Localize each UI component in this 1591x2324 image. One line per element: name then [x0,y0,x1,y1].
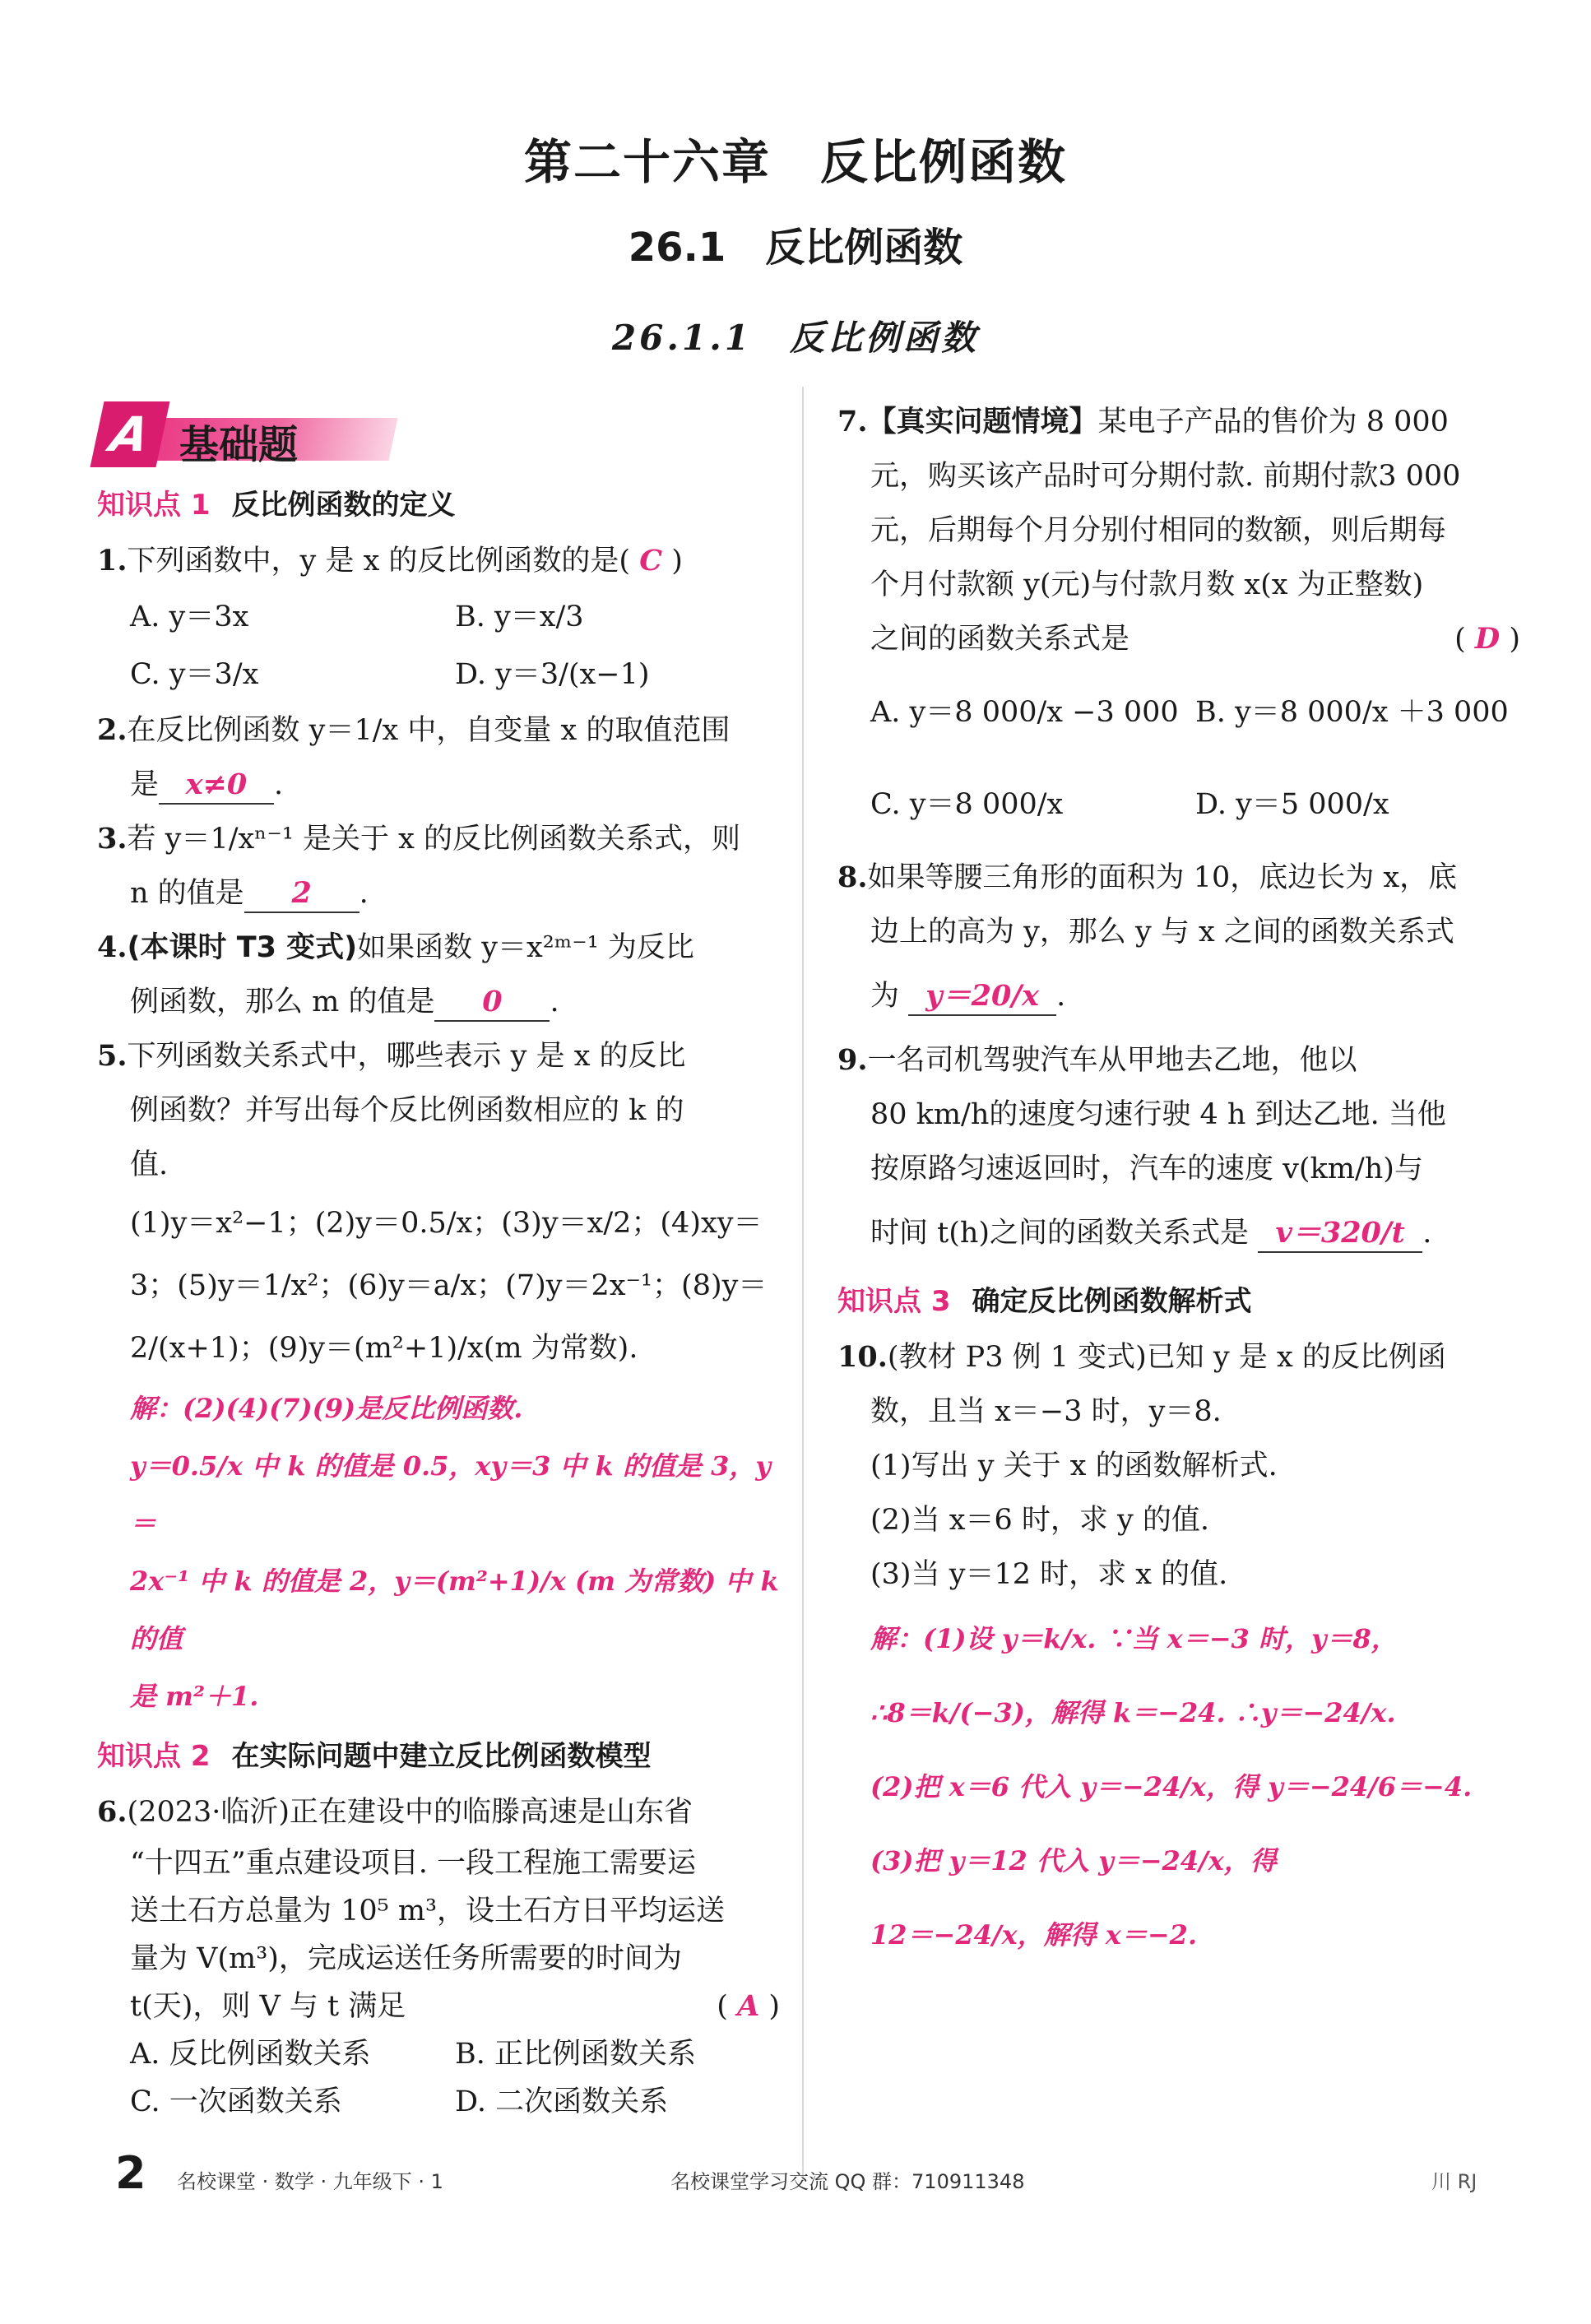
knowledge-point-3: 知识点 3 确定反比例函数解析式 [837,1285,1252,1318]
question-10: 10.(教材 P3 例 1 变式)已知 y 是 x 的反比例函 [837,1340,1446,1374]
question-5: 5.下列函数关系式中，哪些表示 y 是 x 的反比 [97,1039,686,1073]
question-4: 4.(本课时 T3 变式)如果函数 y＝x²ᵐ⁻¹ 为反比 [97,930,694,964]
edition-label: 川 RJ [1431,2170,1477,2193]
column-divider [802,387,804,2180]
question-7: 7.【真实问题情境】某电子产品的售价为 8 000 [837,405,1449,438]
answer-2: x≠0 [159,767,274,805]
qq-group: 名校课堂学习交流 QQ 群：710911348 [670,2170,1025,2193]
knowledge-point-1: 知识点 1 反比例函数的定义 [97,489,456,522]
question-9: 9.一名司机驾驶汽车从甲地去乙地，他以 [837,1043,1357,1077]
left-column: A 基础题 知识点 1 反比例函数的定义 1.下列函数中，y 是 x 的反比例函数的是( C ) A. y＝3x B. y＝x/3 C. y＝3/x D. y＝3/(x−1) 2.在反比例函数 y＝1/x 中，自变量 x 的取值范围 是 x≠0 . 3.若 y＝1/xⁿ⁻¹ 是关于 x 的反比例函数关系式，则 n 的值是 2 . 4.(本课时 T3 变式)如果函数 y＝x²ᵐ⁻¹ 为反比 例函数，那么 m 的值是 0 . 5.下列函数关系式中，哪些表示 y 是 x 的反比 例函数？并写出每个反比例函数相应的 k 的 值. (1)y＝x²−1；(2)y＝0.5/x；(3)y＝x/2；(4)xy＝ 3；(5)y＝1/x²；(6)y＝a/x；(7)y＝2x⁻¹；(8)y＝ 2/(x+1)；(9)y＝(m²+1)/x(m 为常数). 解：(2)(4)(7)(9)是反比例函数. y＝0.5/x 中 k 的值是 0.5，xy＝3 中 k 的值是 3，y＝ 2x⁻¹ 中 k 的值是 2，y＝(m²+1)/x (m 为常数) 中 k 的值 是 m²＋1. 知识点 2 在实际问题中建立反比例函数模型 6.(2023·临沂)正在建设中的临滕高速是山东省 “十四五”重点建设项目. 一段工程施工需要运 送土石方总量为 10⁵ m³，设土石方日平均运送 量为 V(m³)，完成运送任务所需要的时间为 t(天)，则 V 与 t 满足 ( A ) A. 反比例函数关系 B. 正比例函数关系 C. 一次函数关系 D. 二次函数关系 [97,395,780,2126]
options-6: A. 反比例函数关系 B. 正比例函数关系 C. 一次函数关系 D. 二次函数关系 [130,2038,696,2118]
right-column: 7.【真实问题情境】某电子产品的售价为 8 000 元，购买该产品时可分期付款. 前期付款3 000 元，后期每个月分别付相同的数额，则后期每 个月付款额 y(元)与付款月数 x(x 为正整数) 之间的函数关系式是 ( D ) A. y＝8 000/x −3 000 B. y＝8 000/x ＋3 000 C. y＝8 000/x D. y＝5 000/x 8.如果等腰三角形的面积为 10，底边长为 x，底 边上的高为 y，那么 y 与 x 之间的函数关系式 为 y＝20/x . 9.一名司机驾驶汽车从甲地去乙地，他以 80 km/h的速度匀速行驶 4 h 到达乙地. 当他 按原路匀速返回时，汽车的速度 v(km/h)与 时间 t(h)之间的函数关系式是 v＝320/t . 知识点 3 确定反比例函数解析式 10.(教材 P3 例 1 变式)已知 y 是 x 的反比例函 数，且当 x＝−3 时，y＝8. (1)写出 y 关于 x 的函数解析式. (2)当 x＝6 时，求 y 的值. (3)当 y＝12 时，求 x 的值. 解：(1)设 y＝k/x. ∵当 x＝−3 时，y＝8， ∴8＝k/(−3)，解得 k＝−24. ∴y＝−24/x. (2)把 x＝6 代入 y＝−24/x，得 y＝−24/6＝−4. (3)把 y＝12 代入 y＝−24/x，得 12＝−24/x，解得 x＝−2. [837,395,1520,1972]
solution-5: 解：(2)(4)(7)(9)是反比例函数. y＝0.5/x 中 k 的值是 0.5，xy＝3 中 k 的值是 3，y＝ 2x⁻¹ 中 k 的值是 2，y＝(m²+1)/x (m 为常数) 中 k 的值 是 m²＋1. [130,1393,779,1712]
answer-4: 0 [434,984,550,1022]
question-8: 8.如果等腰三角形的面积为 10，底边长为 x，底 [837,860,1458,894]
options-7: A. y＝8 000/x −3 000 B. y＝8 000/x ＋3 000 C. y＝8 000/x D. y＝5 000/x [870,696,1509,821]
question-6: 6.(2023·临沂)正在建设中的临滕高速是山东省 [97,1795,693,1829]
page-number: 2 [115,2147,146,2199]
answer-9: v＝320/t [1258,1215,1422,1253]
book-info: 名校课堂 · 数学 · 九年级下 · 1 [177,2170,443,2193]
basic-questions-banner [97,395,780,474]
banner-label: 基础题 [179,422,299,468]
question-3: 3.若 y＝1/xⁿ⁻¹ 是关于 x 的反比例函数关系式，则 [97,822,741,856]
answer-6: A [737,1989,760,2023]
answer-3: 2 [244,875,359,913]
solution-10: 解：(1)设 y＝k/x. ∵当 x＝−3 时，y＝8， ∴8＝k/(−3)，解得 k＝−24. ∴y＝−24/x. (2)把 x＝6 代入 y＝−24/x，得 y＝−24/6＝−4. (3)把 y＝12 代入 y＝−24/x，得 12＝−24/x，解得 x＝−2. [870,1623,1473,1951]
answer-8: y＝20/x [908,978,1056,1016]
question-2: 2.在反比例函数 y＝1/x 中，自变量 x 的取值范围 [97,713,731,747]
answer-1: C [639,544,663,578]
options-1: A. y＝3x B. y＝x/3 C. y＝3/x D. y＝3/(x−1) [130,601,650,691]
knowledge-point-2: 知识点 2 在实际问题中建立反比例函数模型 [97,1740,652,1773]
subsection-title: 26.1.1 反比例函数 [611,318,980,358]
question-1: 1.下列函数中，y 是 x 的反比例函数的是( C ) [97,544,683,578]
chapter-title: 第二十六章 反比例函数 [523,134,1067,190]
banner-letter: A [90,401,169,467]
answer-7: D [1474,622,1501,656]
section-title: 26.1 反比例函数 [628,225,963,271]
